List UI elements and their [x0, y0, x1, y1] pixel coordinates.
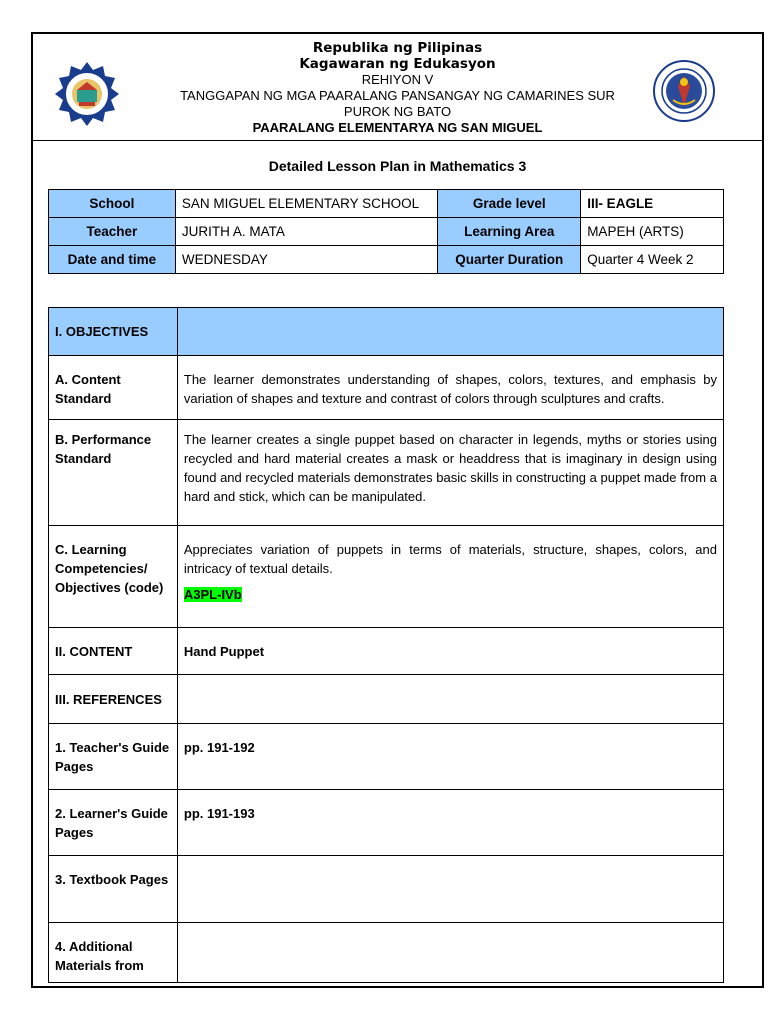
content-value: Hand Puppet — [177, 628, 723, 675]
info-table — [48, 189, 724, 274]
header-divider — [33, 140, 762, 141]
additional-materials-label: 4. Additional Materials from — [49, 923, 178, 983]
lesson-plan-table — [48, 307, 724, 983]
teacher-label: Teacher — [49, 218, 176, 246]
page-frame — [31, 32, 764, 988]
content-standard-row — [49, 356, 724, 420]
references-row — [49, 675, 724, 724]
objectives-cell — [177, 308, 723, 356]
additional-materials-cell — [177, 923, 723, 983]
header-region: REHIYON V — [361, 72, 434, 87]
header-school: PAARALANG ELEMENTARYA NG SAN MIGUEL — [252, 120, 543, 135]
competency-code: A3PL-IVb — [183, 587, 242, 602]
teachers-guide-row — [49, 724, 724, 790]
grade-level-label: Grade level — [438, 190, 581, 218]
teachers-guide-pages: pp. 191-192 — [177, 724, 723, 790]
grade-level-value: III- EAGLE — [581, 190, 724, 218]
quarter-duration-label: Quarter Duration — [438, 246, 581, 274]
learning-area-label: Learning Area — [438, 218, 581, 246]
info-row-school — [49, 190, 724, 218]
page-title: Detailed Lesson Plan in Mathematics 3 — [268, 158, 527, 174]
content-label: II. CONTENT — [49, 628, 178, 675]
competencies-text: Appreciates variation of puppets in terms of materials, structure, shapes, colors, and intricacy of textual details. — [183, 542, 717, 576]
performance-standard-label: B. Performance Standard — [49, 420, 178, 526]
learning-area-value: MAPEH (ARTS) — [581, 218, 724, 246]
header-republic: Republika ng Pilipinas — [312, 40, 483, 56]
content-standard-text: The learner demonstrates understanding of shapes, colors, textures, and emphasis by variation of shapes and texture and contrast of colors through sculptures and crafts. — [177, 356, 723, 420]
school-label: School — [49, 190, 176, 218]
textbook-cell — [177, 856, 723, 923]
competencies-row — [49, 526, 724, 628]
date-value: WEDNESDAY — [175, 246, 438, 274]
deped-seal-icon — [653, 60, 715, 122]
additional-materials-row — [49, 923, 724, 983]
header-division: TANGGAPAN NG MGA PAARALANG PANSANGAY NG CAMARINES SUR — [180, 88, 615, 103]
competencies-cell — [177, 526, 723, 628]
teachers-guide-label: 1. Teacher's Guide Pages — [49, 724, 178, 790]
objectives-label: I. OBJECTIVES — [49, 308, 178, 356]
info-row-date — [49, 246, 724, 274]
references-label: III. REFERENCES — [49, 675, 178, 724]
learners-guide-pages: pp. 191-193 — [177, 790, 723, 856]
performance-standard-row — [49, 420, 724, 526]
references-cell — [177, 675, 723, 724]
performance-standard-text: The learner creates a single puppet based on character in legends, myths or stories using recycled and hard material creates a mask or headdress that is imaginary in design using found and recycled materials demonstrates basic skills in constructing a puppet made from a hard and stick, which can be manipulated. — [177, 420, 723, 526]
objectives-row — [49, 308, 724, 356]
date-label: Date and time — [49, 246, 176, 274]
school-value: SAN MIGUEL ELEMENTARY SCHOOL — [175, 190, 438, 218]
competencies-label: C. Learning Competencies/ Objectives (code) — [49, 526, 178, 628]
learners-guide-label: 2. Learner's Guide Pages — [49, 790, 178, 856]
teacher-value: JURITH A. MATA — [175, 218, 438, 246]
content-standard-label: A. Content Standard — [49, 356, 178, 420]
textbook-row — [49, 856, 724, 923]
learners-guide-row — [49, 790, 724, 856]
info-row-teacher — [49, 218, 724, 246]
textbook-label: 3. Textbook Pages — [49, 856, 178, 923]
quarter-duration-value: Quarter 4 Week 2 — [581, 246, 724, 274]
header-district: PUROK NG BATO — [343, 104, 452, 119]
content-row — [49, 628, 724, 675]
header-department: Kagawaran ng Edukasyon — [299, 56, 496, 72]
